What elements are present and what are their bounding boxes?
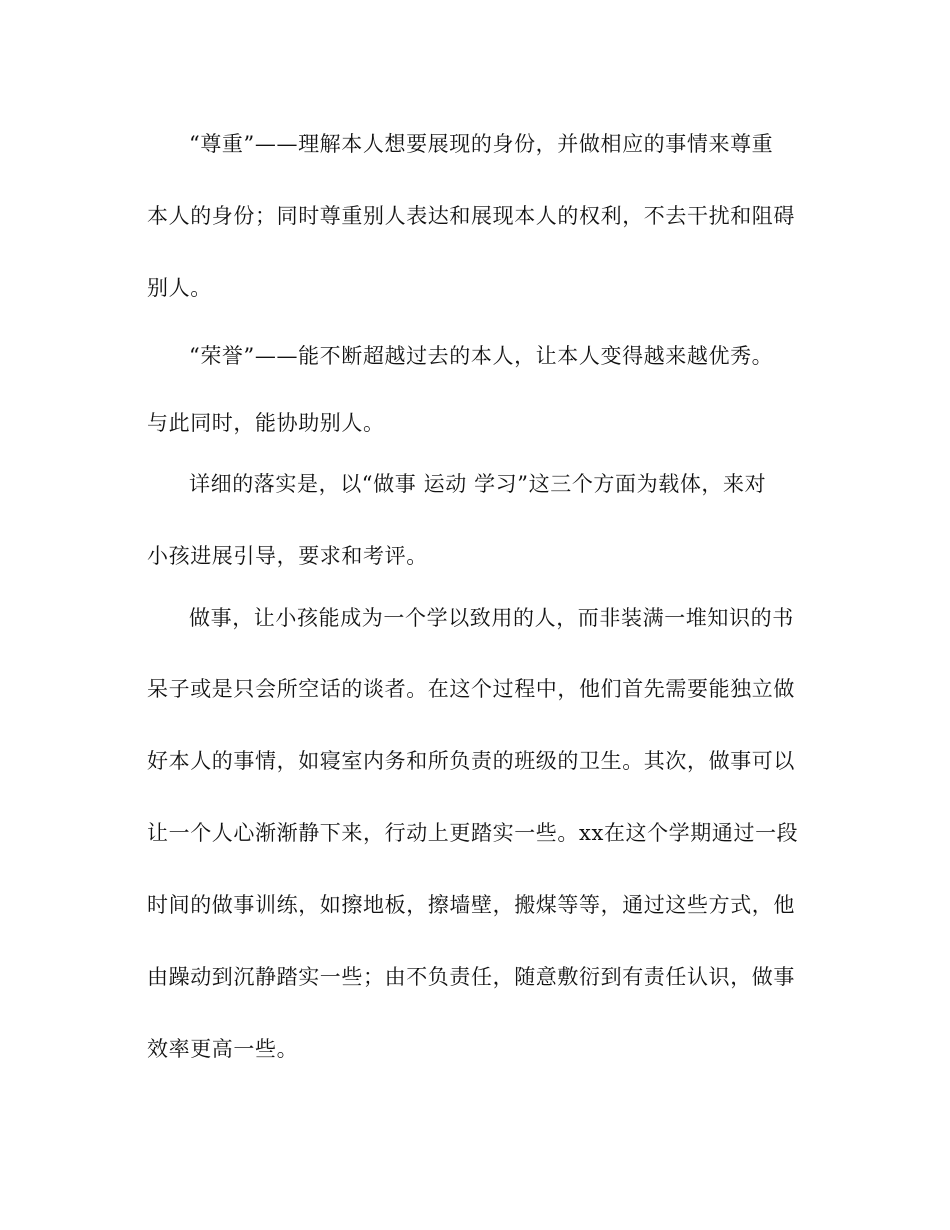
paragraph-line: 由躁动到沉静踏实一些；由不负责任，随意敷衍到有责任认识，做事 <box>147 965 795 989</box>
paragraph-line: 好本人的事情，如寝室内务和所负责的班级的卫生。其次，做事可以 <box>147 749 795 773</box>
paragraph-line: “荣誉”——能不断超越过去的本人，让本人变得越来越优秀。 <box>189 344 774 368</box>
paragraph-line: 本人的身份；同时尊重别人表达和展现本人的权利，不去干扰和阻碍 <box>147 204 795 228</box>
paragraph-line: 小孩进展引导，要求和考评。 <box>147 544 428 568</box>
paragraph-line: 呆子或是只会所空话的谈者。在这个过程中，他们首先需要能独立做 <box>147 677 795 701</box>
paragraph-line: 详细的落实是，以“做事 运动 学习”这三个方面为载体，来对 <box>189 472 767 496</box>
paragraph-line: 让一个人心渐渐静下来，行动上更踏实一些。xx在这个学期通过一段 <box>147 821 799 845</box>
paragraph-line: 效率更高一些。 <box>147 1037 299 1061</box>
paragraph-line: 别人。 <box>147 276 212 300</box>
paragraph-line: 做事，让小孩能成为一个学以致用的人，而非装满一堆知识的书 <box>189 606 794 630</box>
paragraph-line: “尊重”——理解本人想要展现的身份，并做相应的事情来尊重 <box>189 132 774 156</box>
paragraph-line: 与此同时，能协助别人。 <box>147 411 385 435</box>
paragraph-line: 时间的做事训练，如擦地板，擦墙壁，搬煤等等，通过这些方式，他 <box>147 893 795 917</box>
